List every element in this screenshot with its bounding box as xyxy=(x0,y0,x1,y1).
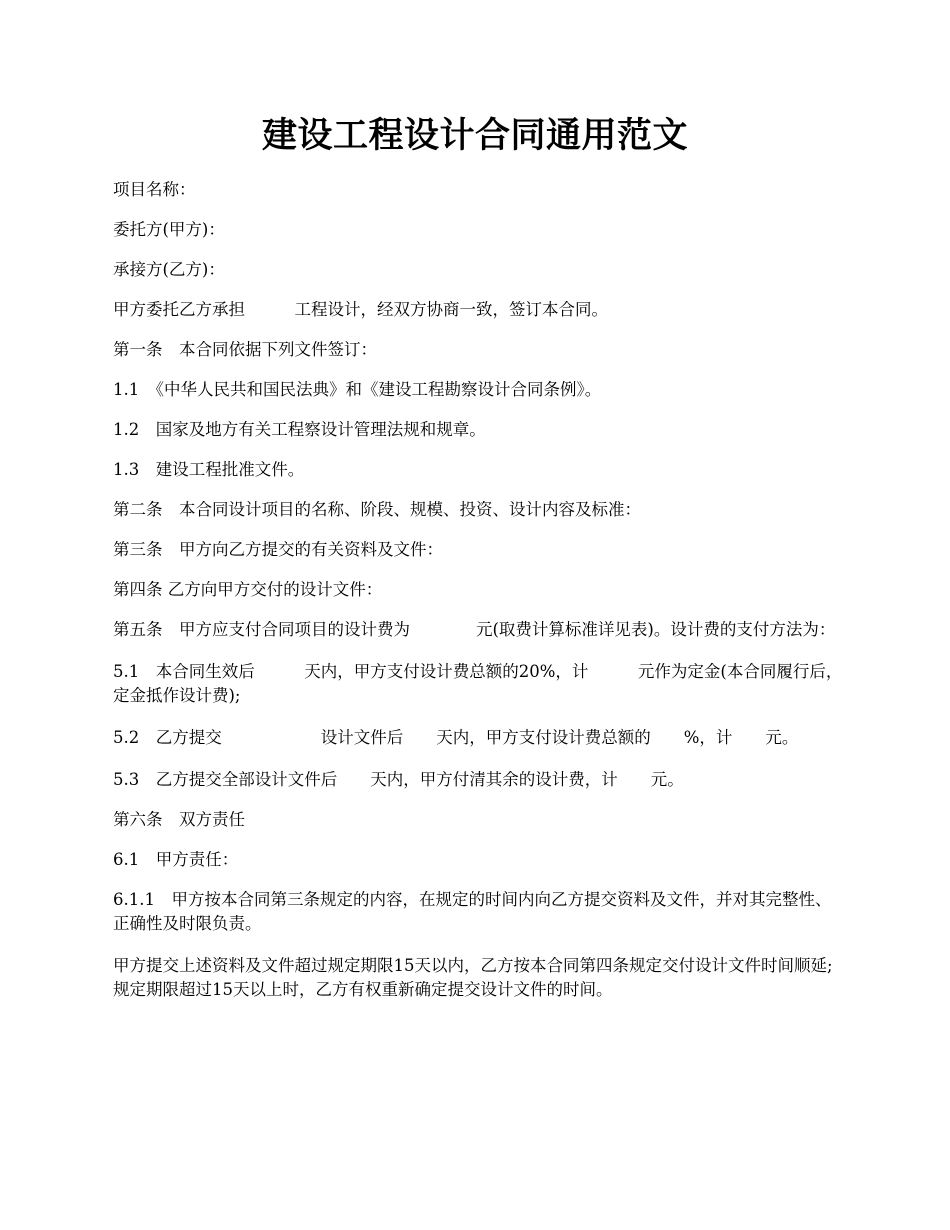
clause-6-1-1: 6.1.1 甲方按本合同第三条规定的内容，在规定的时间内向乙方提交资料及文件，并对其完整性、正确性及时限负责。 xyxy=(113,890,832,933)
article-2-heading: 第二条 本合同设计项目的名称、阶段、规模、投资、设计内容及标准： xyxy=(113,500,641,519)
article-6-heading: 第六条 双方责任 xyxy=(113,810,245,829)
article-5-paragraph: 第五条 甲方应支付合同项目的设计费为 元(取费计算标准详见表)。设计费的支付方法为： xyxy=(113,620,836,639)
party-a-line: 委托方(甲方)： xyxy=(113,220,225,239)
party-b-line: 承接方(乙方)： xyxy=(113,260,225,279)
clause-1-1: 1.1 《中华人民共和国民法典》和《建设工程勘察设计合同条例》。 xyxy=(113,380,602,399)
clause-5-1: 5.1 本合同生效后 天内，甲方支付设计费总额的20%，计 元作为定金(本合同履行后，定金抵作设计费); xyxy=(113,662,843,705)
clause-1-3: 1.3 建设工程批准文件。 xyxy=(113,460,305,479)
clause-1-2: 1.2 国家及地方有关工程察设计管理法规和规章。 xyxy=(113,420,486,439)
document-body xyxy=(113,178,843,1018)
article-4-heading: 第四条 乙方向甲方交付的设计文件： xyxy=(113,580,383,599)
article-3-heading: 第三条 甲方向乙方提交的有关资料及文件： xyxy=(113,540,443,559)
clause-5-3: 5.3 乙方提交全部设计文件后 天内，甲方付清其余的设计费，计 元。 xyxy=(113,770,684,789)
clause-5-2: 5.2 乙方提交 设计文件后 天内，甲方支付设计费总额的 %，计 元。 xyxy=(113,728,799,747)
project-name-line: 项目名称： xyxy=(113,180,196,199)
document-title: 建设工程设计合同通用范文 xyxy=(261,115,688,156)
clause-6-1: 6.1 甲方责任： xyxy=(113,850,239,869)
intro-paragraph: 甲方委托乙方承担 工程设计，经双方协商一致，签订本合同。 xyxy=(113,300,608,319)
clause-6-1-1-continuation: 甲方提交上述资料及文件超过规定期限15天以内，乙方按本合同第四条规定交付设计文件时间顺延;规定期限超过15天以上时，乙方有权重新确定提交设计文件的时间。 xyxy=(113,956,833,999)
article-1-heading: 第一条 本合同依据下列文件签订： xyxy=(113,340,377,359)
